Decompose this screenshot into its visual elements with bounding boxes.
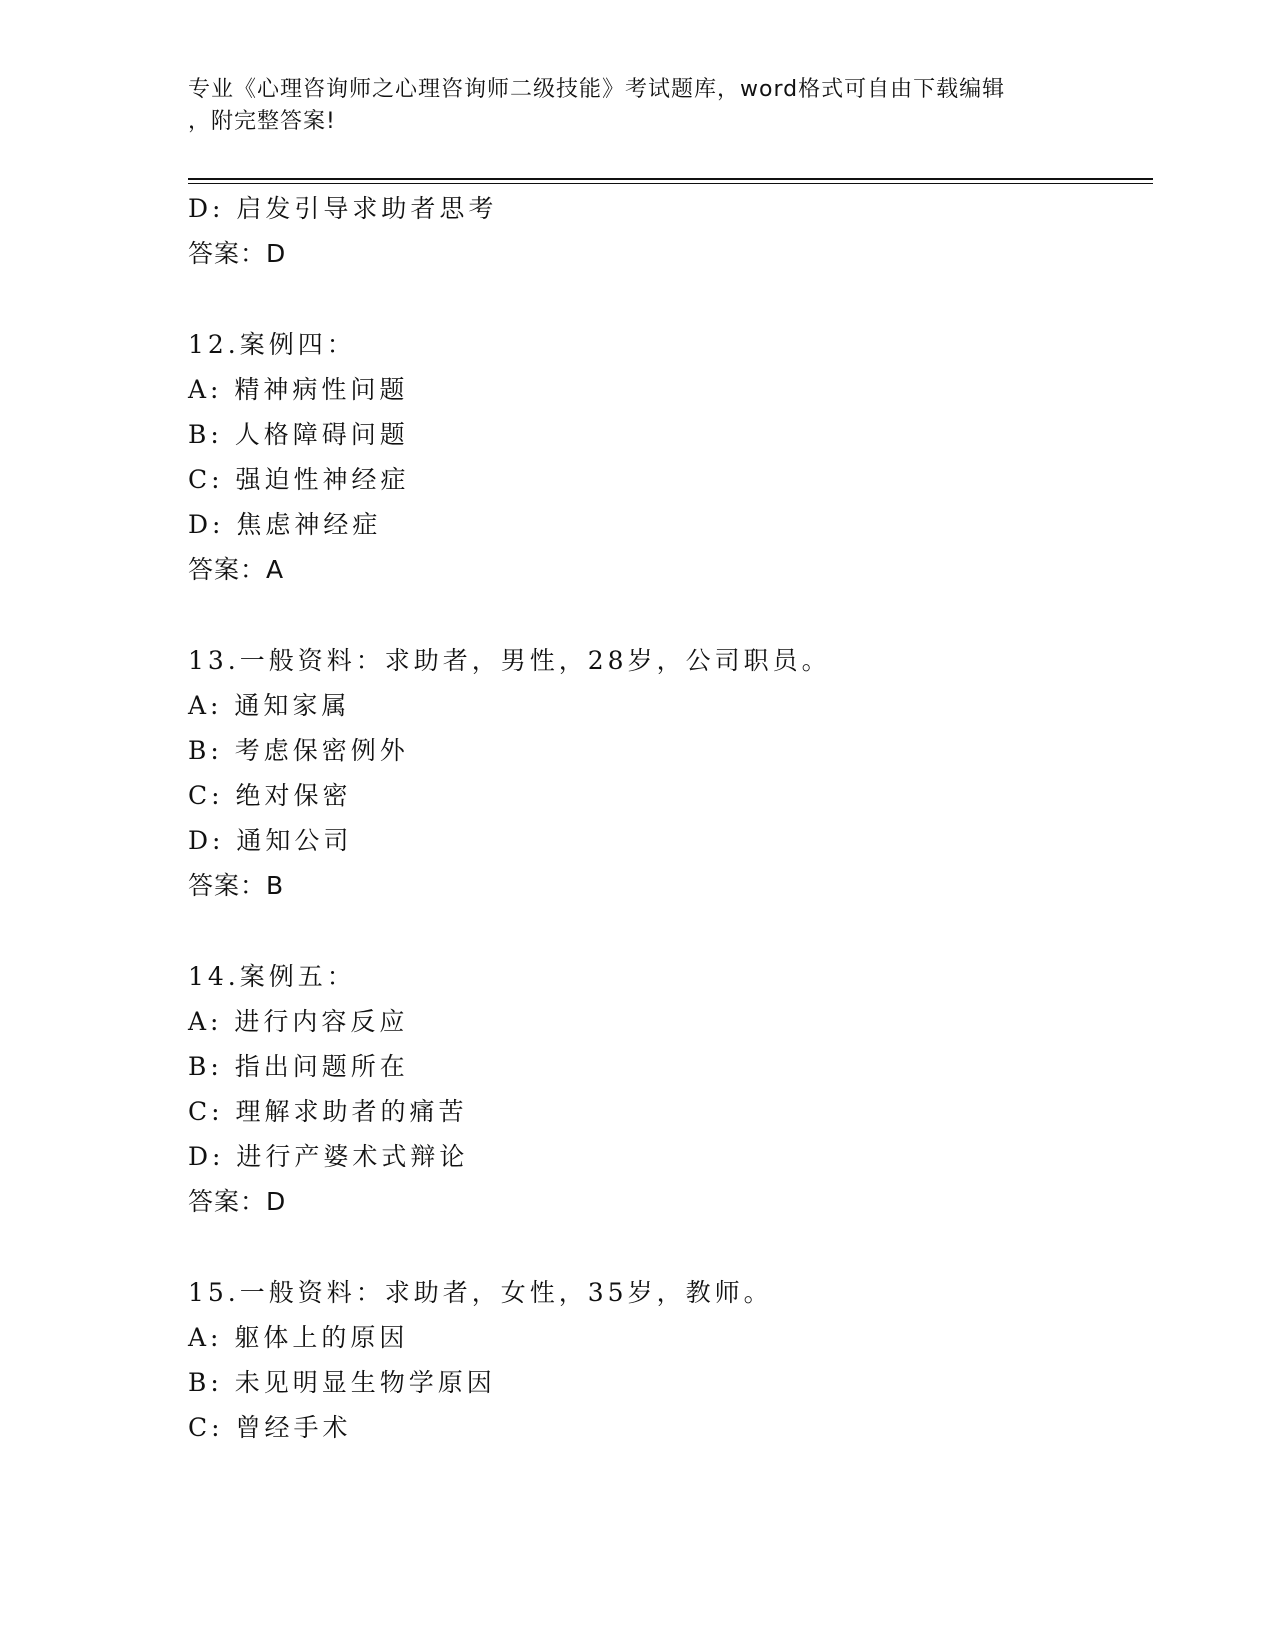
option-line: C: 曾经手术 (188, 1413, 352, 1442)
option-line: A: 躯体上的原因 (188, 1323, 409, 1352)
answer-line: 答案：B (188, 871, 285, 900)
question-title: 13.一般资料：求助者，男性，28岁，公司职员。 (188, 646, 831, 675)
header-divider-top (188, 178, 1153, 180)
answer-line: 答案：D (188, 1187, 287, 1216)
option-line: C: 绝对保密 (188, 781, 352, 810)
answer-line: 答案：A (188, 555, 285, 584)
option-line: A: 通知家属 (188, 691, 351, 720)
header-title-line-2: ，附完整答案! (188, 109, 336, 134)
option-line: B: 未见明显生物学原因 (188, 1368, 496, 1397)
option-line: D: 通知公司 (188, 826, 353, 855)
answer-line: 答案：D (188, 239, 287, 268)
option-line: D: 进行产婆术式辩论 (188, 1142, 469, 1171)
question-title: 15.一般资料：求助者，女性，35岁，教师。 (188, 1278, 773, 1307)
option-line: C: 理解求助者的痛苦 (188, 1097, 468, 1126)
header-title-line-1: 专业《心理咨询师之心理咨询师二级技能》考试题库，word格式可自由下载编辑 (188, 77, 1006, 102)
option-line: B: 考虑保密例外 (188, 736, 409, 765)
document-header (188, 74, 1088, 138)
question-title: 14.案例五： (188, 962, 356, 991)
option-line: A: 精神病性问题 (188, 375, 409, 404)
option-line: D: 焦虑神经症 (188, 510, 382, 539)
header-divider-bottom (188, 183, 1153, 184)
question-title: 12.案例四： (188, 330, 356, 359)
option-d-line: D: 启发引导求助者思考 (188, 194, 498, 223)
option-line: C: 强迫性神经症 (188, 465, 410, 494)
option-line: B: 人格障碍问题 (188, 420, 409, 449)
option-line: B: 指出问题所在 (188, 1052, 409, 1081)
option-line: A: 进行内容反应 (188, 1007, 409, 1036)
